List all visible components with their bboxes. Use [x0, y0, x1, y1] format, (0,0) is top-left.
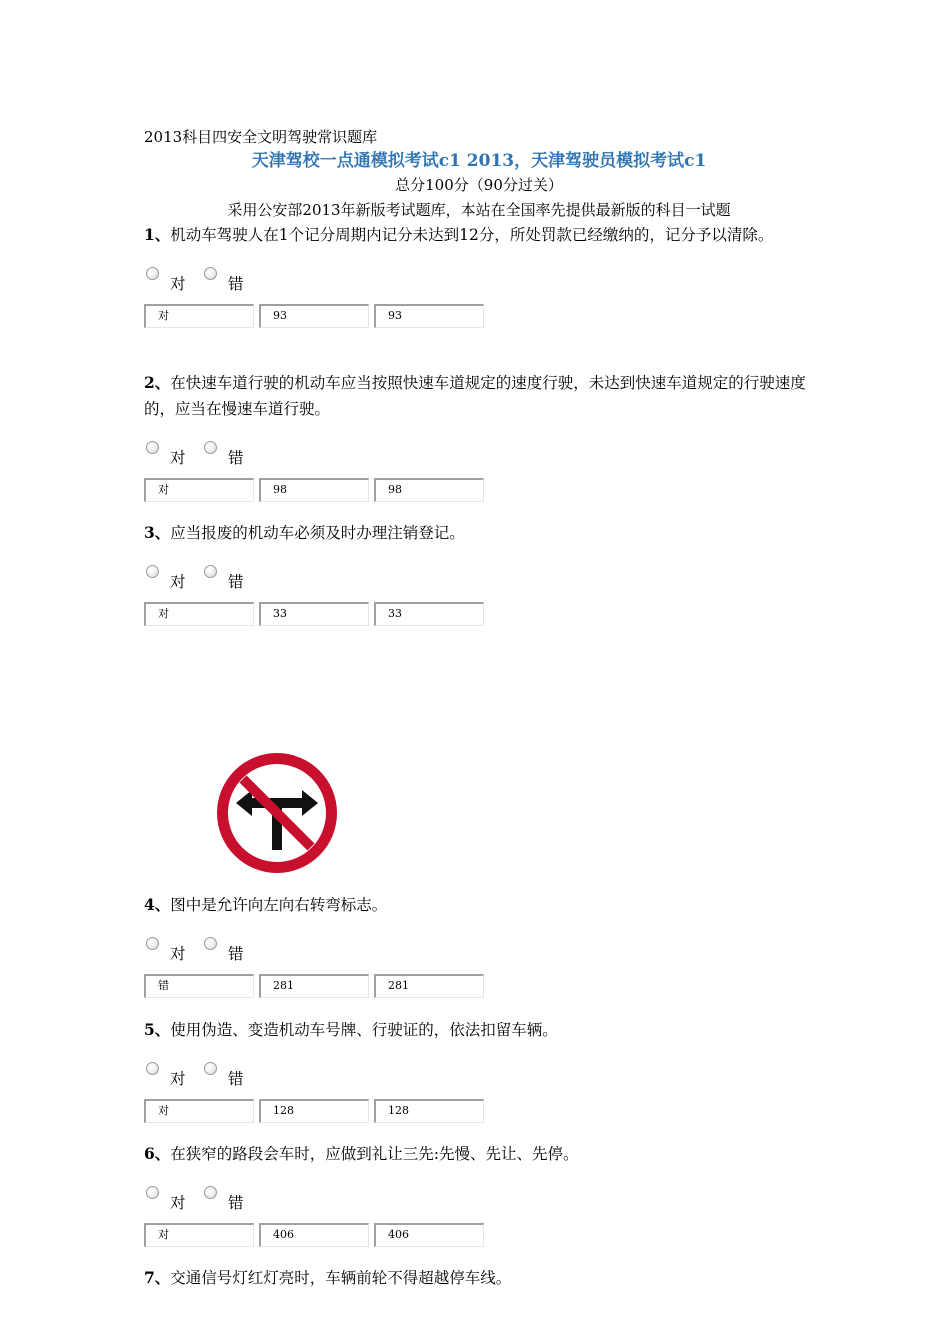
question-3: [144, 520, 814, 628]
question-text: 1、机动车驾驶人在1个记分周期内记分未达到12分，所处罚款已经缴纳的，记分予以清除。: [144, 225, 774, 244]
question-4: [144, 892, 814, 1000]
score-line: 总分100分（90分过关）: [395, 176, 563, 194]
no-left-right-turn-sign-icon: [216, 752, 338, 874]
answer-row: [144, 304, 814, 330]
question-5: [144, 1017, 814, 1125]
answer-row: [144, 974, 814, 1000]
answer-options: [144, 440, 814, 468]
radio-button-icon[interactable]: [146, 441, 159, 454]
answer-row: [144, 1223, 814, 1249]
answer-cell: 对: [144, 1223, 254, 1247]
stat-cell: 33: [374, 602, 484, 626]
answer-cell: 对: [144, 478, 254, 502]
answer-row: [144, 478, 814, 504]
doc-title: 2013科目四安全文明驾驶常识题库: [144, 128, 378, 146]
question-text: 6、在狭窄的路段会车时，应做到礼让三先:先慢、先让、先停。: [144, 1144, 579, 1163]
radio-button-icon[interactable]: [146, 267, 159, 280]
question-text: 4、图中是允许向左向右转弯标志。: [144, 895, 388, 914]
answer-options: [144, 1185, 814, 1213]
stat-cell: 98: [374, 478, 484, 502]
radio-button-icon[interactable]: [204, 937, 217, 950]
answer-cell: 对: [144, 1099, 254, 1123]
stat-cell: 128: [259, 1099, 369, 1123]
answer-options: [144, 564, 814, 592]
option-true[interactable]: 对: [146, 564, 186, 592]
answer-options: [144, 1061, 814, 1089]
stat-cell: 93: [259, 304, 369, 328]
radio-button-icon[interactable]: [146, 565, 159, 578]
question-text: 7、交通信号灯红灯亮时，车辆前轮不得超越停车线。: [144, 1268, 512, 1287]
answer-cell: 对: [144, 304, 254, 328]
option-true[interactable]: 对: [146, 266, 186, 294]
question-2: [144, 370, 814, 504]
answer-row: [144, 602, 814, 628]
document-page: [144, 126, 814, 1287]
option-true[interactable]: 对: [146, 440, 186, 468]
radio-button-icon[interactable]: [204, 565, 217, 578]
answer-options: [144, 936, 814, 964]
question-7: [144, 1265, 814, 1291]
question-6: [144, 1141, 814, 1249]
option-true[interactable]: 对: [146, 936, 186, 964]
radio-button-icon[interactable]: [204, 1062, 217, 1075]
answer-cell: 错: [144, 974, 254, 998]
option-true[interactable]: 对: [146, 1061, 186, 1089]
stat-cell: 98: [259, 478, 369, 502]
radio-button-icon[interactable]: [146, 1186, 159, 1199]
option-false[interactable]: 错: [204, 564, 244, 592]
main-title: 天津驾校一点通模拟考试c1 2013，天津驾驶员模拟考试c1: [251, 151, 707, 171]
radio-button-icon[interactable]: [146, 1062, 159, 1075]
question-text: 5、使用伪造、变造机动车号牌、行驶证的，依法扣留车辆。: [144, 1020, 558, 1039]
stat-cell: 281: [259, 974, 369, 998]
option-false[interactable]: 错: [204, 266, 244, 294]
answer-cell: 对: [144, 602, 254, 626]
question-1: [144, 222, 814, 330]
radio-button-icon[interactable]: [146, 937, 159, 950]
stat-cell: 406: [374, 1223, 484, 1247]
question-list: [144, 222, 814, 1287]
option-true[interactable]: 对: [146, 1185, 186, 1213]
question-text: 2、在快速车道行驶的机动车应当按照快速车道规定的速度行驶，未达到快速车道规定的行驶速度的，应当在慢速车道行驶。: [144, 373, 806, 418]
radio-button-icon[interactable]: [204, 1186, 217, 1199]
stat-cell: 33: [259, 602, 369, 626]
stat-cell: 281: [374, 974, 484, 998]
stat-cell: 128: [374, 1099, 484, 1123]
radio-button-icon[interactable]: [204, 267, 217, 280]
answer-options: [144, 266, 814, 294]
option-false[interactable]: 错: [204, 936, 244, 964]
answer-row: [144, 1099, 814, 1125]
stat-cell: 93: [374, 304, 484, 328]
question-text: 3、应当报废的机动车必须及时办理注销登记。: [144, 523, 465, 542]
option-false[interactable]: 错: [204, 440, 244, 468]
option-false[interactable]: 错: [204, 1061, 244, 1089]
option-false[interactable]: 错: [204, 1185, 244, 1213]
radio-button-icon[interactable]: [204, 441, 217, 454]
stat-cell: 406: [259, 1223, 369, 1247]
intro-text: 采用公安部2013年新版考试题库，本站在全国率先提供最新版的科目一试题: [227, 201, 731, 219]
